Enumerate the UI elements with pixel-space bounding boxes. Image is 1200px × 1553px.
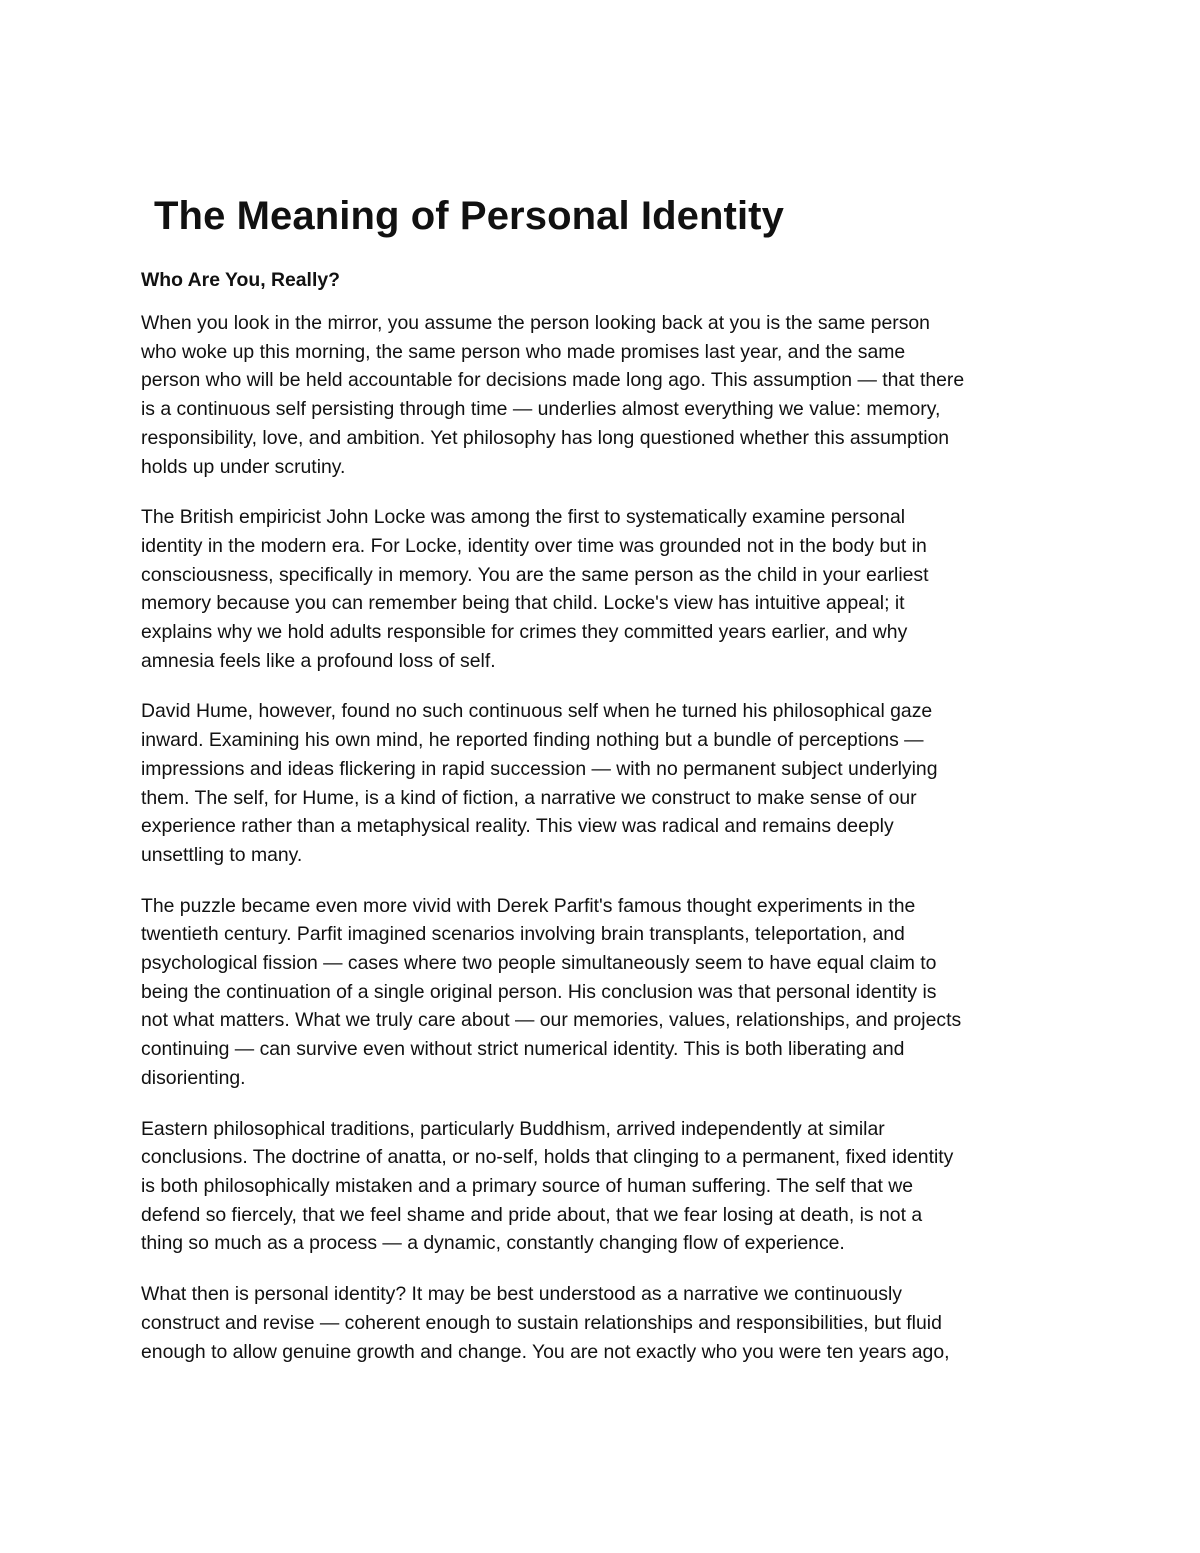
paragraph-line: thing so much as a process — a dynamic, constantly changing flow of experience. xyxy=(141,1232,845,1255)
paragraph-line: What then is personal identity? It may be best understood as a narrative we continuously xyxy=(141,1283,902,1306)
paragraph-line: them. The self, for Hume, is a kind of fiction, a narrative we construct to make sense of our xyxy=(141,786,917,809)
paragraph-line: conclusions. The doctrine of anatta, or no-self, holds that clinging to a permanent, fixed identity xyxy=(141,1146,954,1169)
paragraph-line: memory because you can remember being that child. Locke's view has intuitive appeal; it xyxy=(141,592,905,615)
paragraph-line: not what matters. What we truly care about — our memories, values, relationships, and projects xyxy=(141,1009,962,1032)
paragraph-line: disorienting. xyxy=(141,1066,246,1089)
paragraph-line: construct and revise — coherent enough to sustain relationships and responsibilities, but fluid xyxy=(141,1311,942,1334)
paragraph-line: The puzzle became even more vivid with Derek Parfit's famous thought experiments in the xyxy=(141,894,916,917)
paragraph-line: defend so fiercely, that we feel shame and pride about, that we fear losing at death, is not a xyxy=(141,1203,923,1226)
paragraph-line: amnesia feels like a profound loss of self. xyxy=(141,649,496,672)
paragraph-line: consciousness, specifically in memory. You are the same person as the child in your earliest xyxy=(141,563,929,586)
paragraph-line: inward. Examining his own mind, he reported finding nothing but a bundle of perceptions — xyxy=(141,729,924,752)
paragraph-line: is a continuous self persisting through time — underlies almost everything we value: memory, xyxy=(141,398,941,421)
paragraph-line: David Hume, however, found no such continuous self when he turned his philosophical gaze xyxy=(141,700,933,723)
paragraph-line: twentieth century. Parfit imagined scenarios involving brain transplants, teleportation, and xyxy=(141,923,905,946)
body-paragraph xyxy=(141,1280,1061,1366)
paragraph-line: responsibility, love, and ambition. Yet philosophy has long questioned whether this assumption xyxy=(141,426,950,449)
paragraph-line: Eastern philosophical traditions, particularly Buddhism, arrived independently at similar xyxy=(141,1117,885,1140)
paragraph-line: identity in the modern era. For Locke, identity over time was grounded not in the body but in xyxy=(141,534,927,557)
document-page xyxy=(141,188,1061,1366)
paragraph-line: who woke up this morning, the same person who made promises last year, and the same xyxy=(141,340,906,363)
body-paragraph xyxy=(141,697,1061,869)
paragraph-line: explains why we hold adults responsible for crimes they committed years earlier, and why xyxy=(141,621,908,644)
document-body xyxy=(141,309,1061,1366)
document-title: The Meaning of Personal Identity xyxy=(154,194,784,238)
paragraph-line: continuing — can survive even without strict numerical identity. This is both liberating and xyxy=(141,1038,905,1061)
paragraph-line: is both philosophically mistaken and a primary source of human suffering. The self that we xyxy=(141,1174,914,1197)
section-subheading: Who Are You, Really? xyxy=(141,269,340,291)
paragraph-line: impressions and ideas flickering in rapid succession — with no permanent subject underlying xyxy=(141,757,938,780)
paragraph-line: The British empiricist John Locke was among the first to systematically examine personal xyxy=(141,506,906,529)
paragraph-line: psychological fission — cases where two people simultaneously seem to have equal claim to xyxy=(141,952,937,975)
paragraph-line: When you look in the mirror, you assume the person looking back at you is the same person xyxy=(141,312,930,334)
body-paragraph xyxy=(141,1115,1061,1259)
paragraph-line: enough to allow genuine growth and change. You are not exactly who you were ten years ago, xyxy=(141,1340,950,1363)
body-paragraph xyxy=(141,309,1061,481)
paragraph-line: person who will be held accountable for decisions made long ago. This assumption — that there xyxy=(141,369,965,392)
paragraph-line: unsettling to many. xyxy=(141,843,303,866)
paragraph-line: experience rather than a metaphysical reality. This view was radical and remains deeply xyxy=(141,815,894,838)
paragraph-line: holds up under scrutiny. xyxy=(141,455,346,478)
body-paragraph xyxy=(141,503,1061,675)
body-paragraph xyxy=(141,892,1061,1093)
paragraph-line: being the continuation of a single original person. His conclusion was that personal identity is xyxy=(141,980,937,1003)
